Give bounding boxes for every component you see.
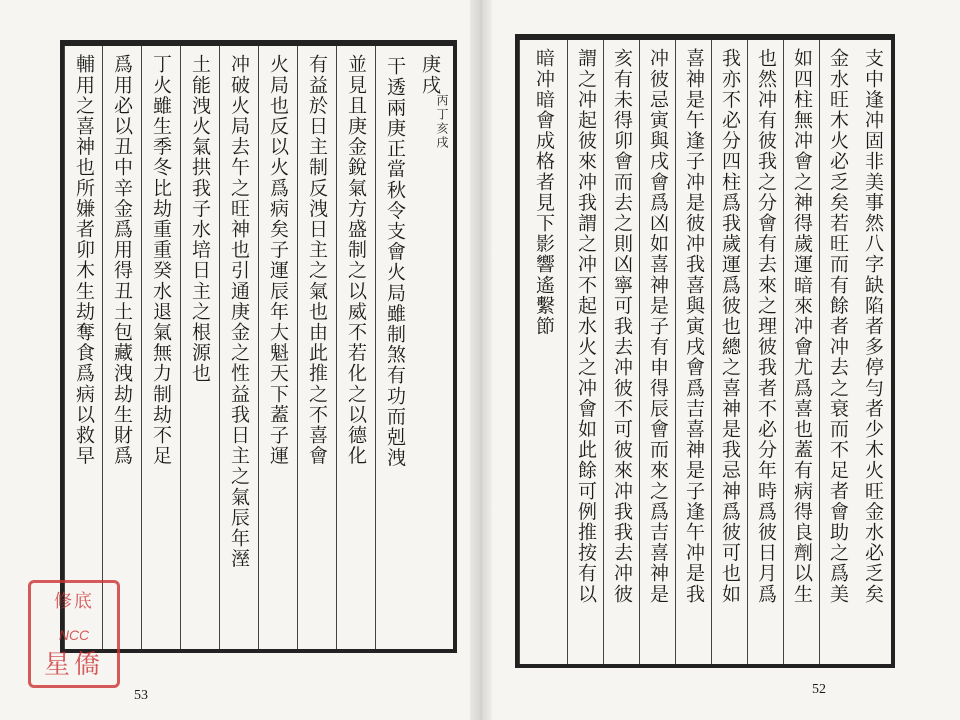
- commentary-text: 支中逢冲固非美事然八字缺陷者多停勻者少木火旺金水必乏矣: [862, 48, 884, 605]
- right-col-4: [747, 40, 783, 664]
- left-col-1: [414, 46, 453, 649]
- left-col-3: [297, 46, 336, 649]
- left-col-9: [64, 46, 102, 649]
- stamp-top-text: 修底: [54, 591, 94, 612]
- commentary-text: 輔用之喜神也所嫌者卯木生劫奪食爲病以救早: [73, 54, 95, 466]
- left-col-6: [180, 46, 219, 649]
- left-col-7: [141, 46, 180, 649]
- commentary-text: 我亦不必分四柱爲我歲運爲彼也總之喜神是我忌神爲彼可也如: [719, 48, 741, 605]
- page-number-left: 53: [134, 688, 148, 703]
- commentary-text: 冲破火局去午之旺神也引通庚金之性益我日主之氣辰年溼: [228, 54, 250, 569]
- commentary-text: 謂之冲起彼來冲我謂之冲不起水火之冲會如此餘可例推按有以: [575, 48, 597, 605]
- right-col-10: [519, 40, 567, 664]
- right-col-5: [711, 40, 747, 664]
- commentary-text: 如四柱無冲會之神得歲運暗來冲會尤爲喜也蓋有病得良劑以生: [791, 48, 813, 605]
- stamp-bottom-text: 星僑: [43, 650, 104, 680]
- right-col-3: [783, 40, 819, 664]
- commentary-text: 土能洩火氣拱我子水培日主之根源也: [189, 54, 211, 384]
- commentary-text: 干透兩庚正當秋令支會火局雖制煞有功而剋洩: [384, 56, 406, 468]
- luck-pillars: 丙丁亥戌: [435, 94, 449, 150]
- book-gutter: [470, 0, 492, 720]
- commentary-text: 暗冲暗會成格者見下影響遙繫節: [533, 48, 555, 337]
- right-col-1: [855, 40, 891, 664]
- left-col-5: [219, 46, 258, 649]
- left-col-4: [258, 46, 297, 649]
- commentary-text: 也然冲有彼我之分會有去來之理彼我者不必分年時爲彼日月爲: [755, 48, 777, 605]
- commentary-text: 並見且庚金銳氣方盛制之以威不若化之以德化: [345, 54, 367, 466]
- commentary-text: 丁火雖生季冬比劫重重癸水退氣無力制劫不足: [150, 54, 172, 466]
- right-col-6: [675, 40, 711, 664]
- commentary-text: 金水旺木火必乏矣若旺而有餘者冲去之衰而不足者會助之爲美: [827, 48, 849, 605]
- red-seal-stamp: [28, 580, 120, 688]
- commentary-text: 亥有未得卯會而去之則凶寧可我去冲彼不可彼來冲我我去冲彼: [611, 48, 633, 605]
- pillar-gan-zhi: 庚戌: [419, 54, 441, 96]
- commentary-text: 喜神是午逢子冲是彼冲我喜與寅戌會爲吉喜神是子逢午冲是我: [683, 48, 705, 605]
- left-col-8: [102, 46, 141, 649]
- stamp-mid-text: NCC: [58, 627, 90, 643]
- right-col-9: [567, 40, 603, 664]
- right-col-2: [819, 40, 855, 664]
- commentary-text: 冲彼忌寅與戌會爲凶如喜神是子有申得辰會而來之爲吉喜神是: [647, 48, 669, 605]
- left-text-frame: [60, 40, 457, 653]
- left-col-2: [336, 46, 375, 649]
- commentary-text: 有益於日主制反洩日主之氣也由此推之不喜會: [306, 54, 328, 466]
- right-col-7: [639, 40, 675, 664]
- commentary-text: 火局也反以火爲病矣子運辰年大魁天下蓋子運: [267, 54, 289, 466]
- commentary-text: 爲用必以丑中辛金爲用得丑土包藏洩劫生財爲: [111, 54, 133, 466]
- left-col-1-text: [375, 46, 414, 649]
- page-number-right: 52: [812, 682, 826, 697]
- right-col-8: [603, 40, 639, 664]
- right-text-frame: [515, 34, 895, 668]
